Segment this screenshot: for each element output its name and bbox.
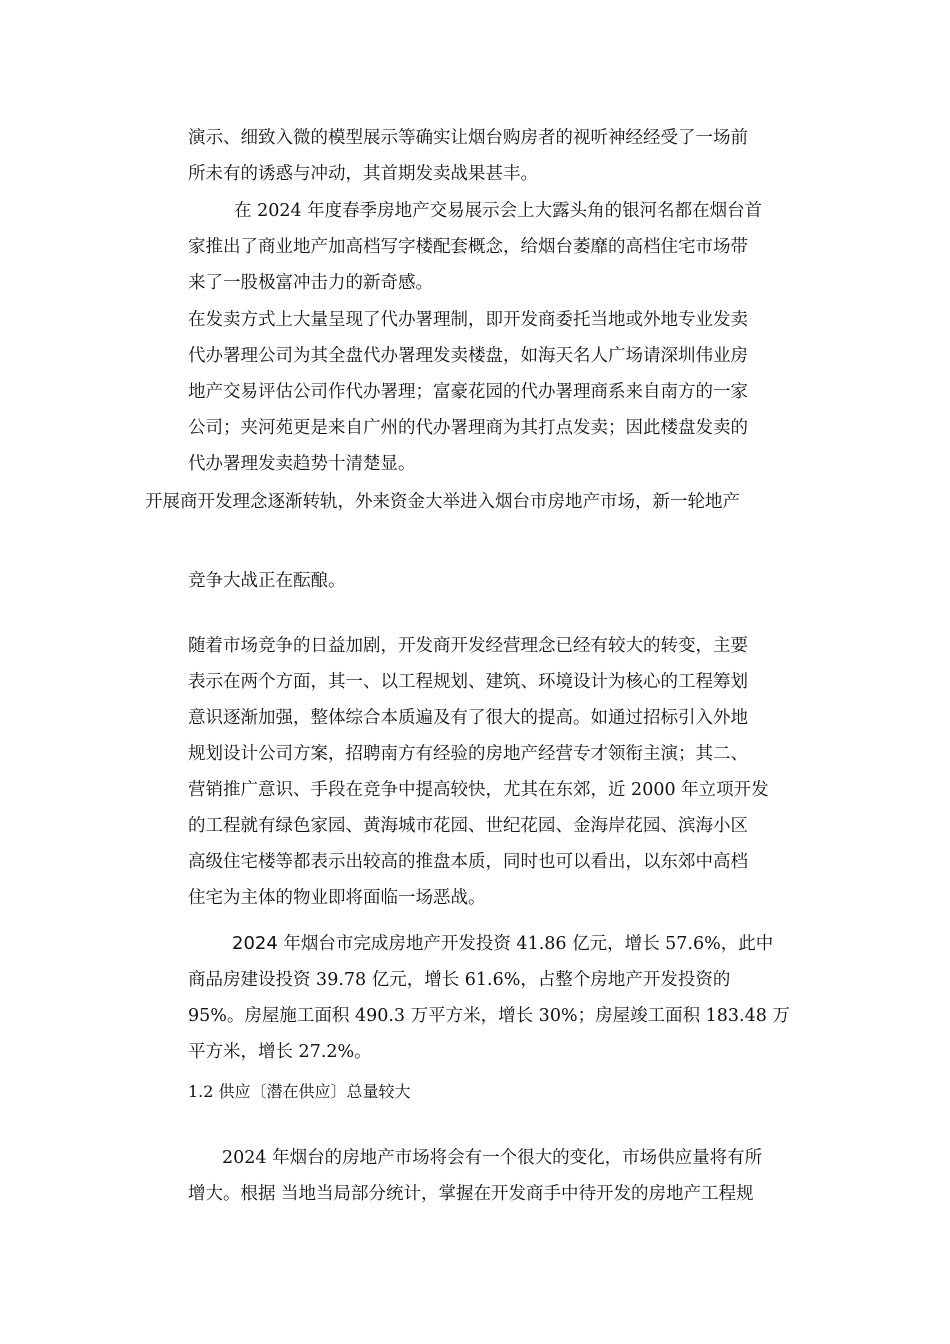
paragraph-line: 增大。根据 当地当局部分统计，掌握在开发商手中待开发的房地产工程规 — [188, 1184, 754, 1204]
paragraph-line: 高级住宅楼等都表示出较高的推盘本质，同时也可以看出，以东郊中高档 — [188, 852, 748, 872]
paragraph-line: 演示、细致入微的模型展示等确实让烟台购房者的视听神经经受了一场前 — [188, 128, 748, 148]
paragraph-2 — [188, 193, 762, 301]
paragraph-line: 公司；夹河苑更是来自广州的代办署理商为其打点发卖；因此楼盘发卖的 — [188, 418, 748, 438]
paragraph-line: 开展商开发理念逐渐转轨，外来资金大举进入烟台市房地产市场，新一轮地产 — [145, 492, 740, 512]
paragraph-8 — [188, 1140, 762, 1212]
paragraph-line: 意识逐渐加强，整体综合本质遍及有了很大的提高。如通过招标引入外地 — [188, 708, 748, 728]
paragraph-line: 在 2024 年度春季房地产交易展示会上大露头角的银河名都在烟台首 — [234, 201, 763, 221]
paragraph-line: 住宅为主体的物业即将面临一场恶战。 — [188, 888, 486, 908]
paragraph-7 — [188, 926, 790, 1070]
year-number: 2024 — [232, 933, 278, 954]
paragraph-line: 规划设计公司方案，招聘南方有经验的房地产经营专才领衔主演；其二、 — [188, 744, 748, 764]
paragraph-line: 竞争大战正在酝酿。 — [188, 571, 346, 591]
paragraph-line: 商品房建设投资 39.78 亿元，增长 61.6%，占整个房地产开发投资的 — [188, 970, 731, 990]
paragraph-1 — [188, 120, 748, 192]
paragraph-line: 代办署理发卖趋势十清楚显。 — [188, 454, 416, 474]
paragraph-3 — [188, 302, 748, 482]
paragraph-line: 所未有的诱惑与冲动，其首期发卖战果甚丰。 — [188, 164, 538, 184]
paragraph-4 — [145, 484, 740, 520]
paragraph-6 — [188, 628, 769, 916]
paragraph-5 — [188, 563, 346, 599]
paragraph-line: 95%。房屋施工面积 490.3 万平方米，增长 30%；房屋竣工面积 183.48 万 — [188, 1006, 790, 1026]
paragraph-line: 平方米，增长 27.2%。 — [188, 1042, 372, 1062]
paragraph-line: 在发卖方式上大量呈现了代办署理制，即开发商委托当地或外地专业发卖 — [188, 310, 748, 330]
paragraph-line: 营销推广意识、手段在竞争中提高较快，尤其在东郊，近 2000 年立项开发 — [188, 780, 769, 800]
section-heading: 1.2 供应〔潜在供应〕总量较大 — [188, 1082, 411, 1101]
paragraph-line: 代办署理公司为其全盘代办署理发卖楼盘，如海天名人广场请深圳伟业房 — [188, 346, 748, 366]
paragraph-line: 地产交易评估公司作代办署理；富豪花园的代办署理商系来自南方的一家 — [188, 382, 748, 402]
paragraph-line: 的工程就有绿色家园、黄海城市花园、世纪花园、金海岸花园、滨海小区 — [188, 816, 748, 836]
paragraph-line: 家推出了商业地产加高档写字楼配套概念，给烟台萎靡的高档住宅市场带 — [188, 237, 748, 257]
paragraph-line — [188, 926, 790, 962]
paragraph-line: 2024 年烟台的房地产市场将会有一个很大的变化，市场供应量将有所 — [222, 1148, 763, 1168]
paragraph-line: 表示在两个方面，其一、以工程规划、建筑、环境设计为核心的工程筹划 — [188, 672, 748, 692]
paragraph-line: 来了一股极富冲击力的新奇感。 — [188, 273, 433, 293]
paragraph-line-text: 年烟台市完成房地产开发投资 41.86 亿元，增长 57.6%，此中 — [277, 934, 774, 954]
paragraph-line: 随着市场竞争的日益加剧，开发商开发经营理念已经有较大的转变，主要 — [188, 636, 748, 656]
